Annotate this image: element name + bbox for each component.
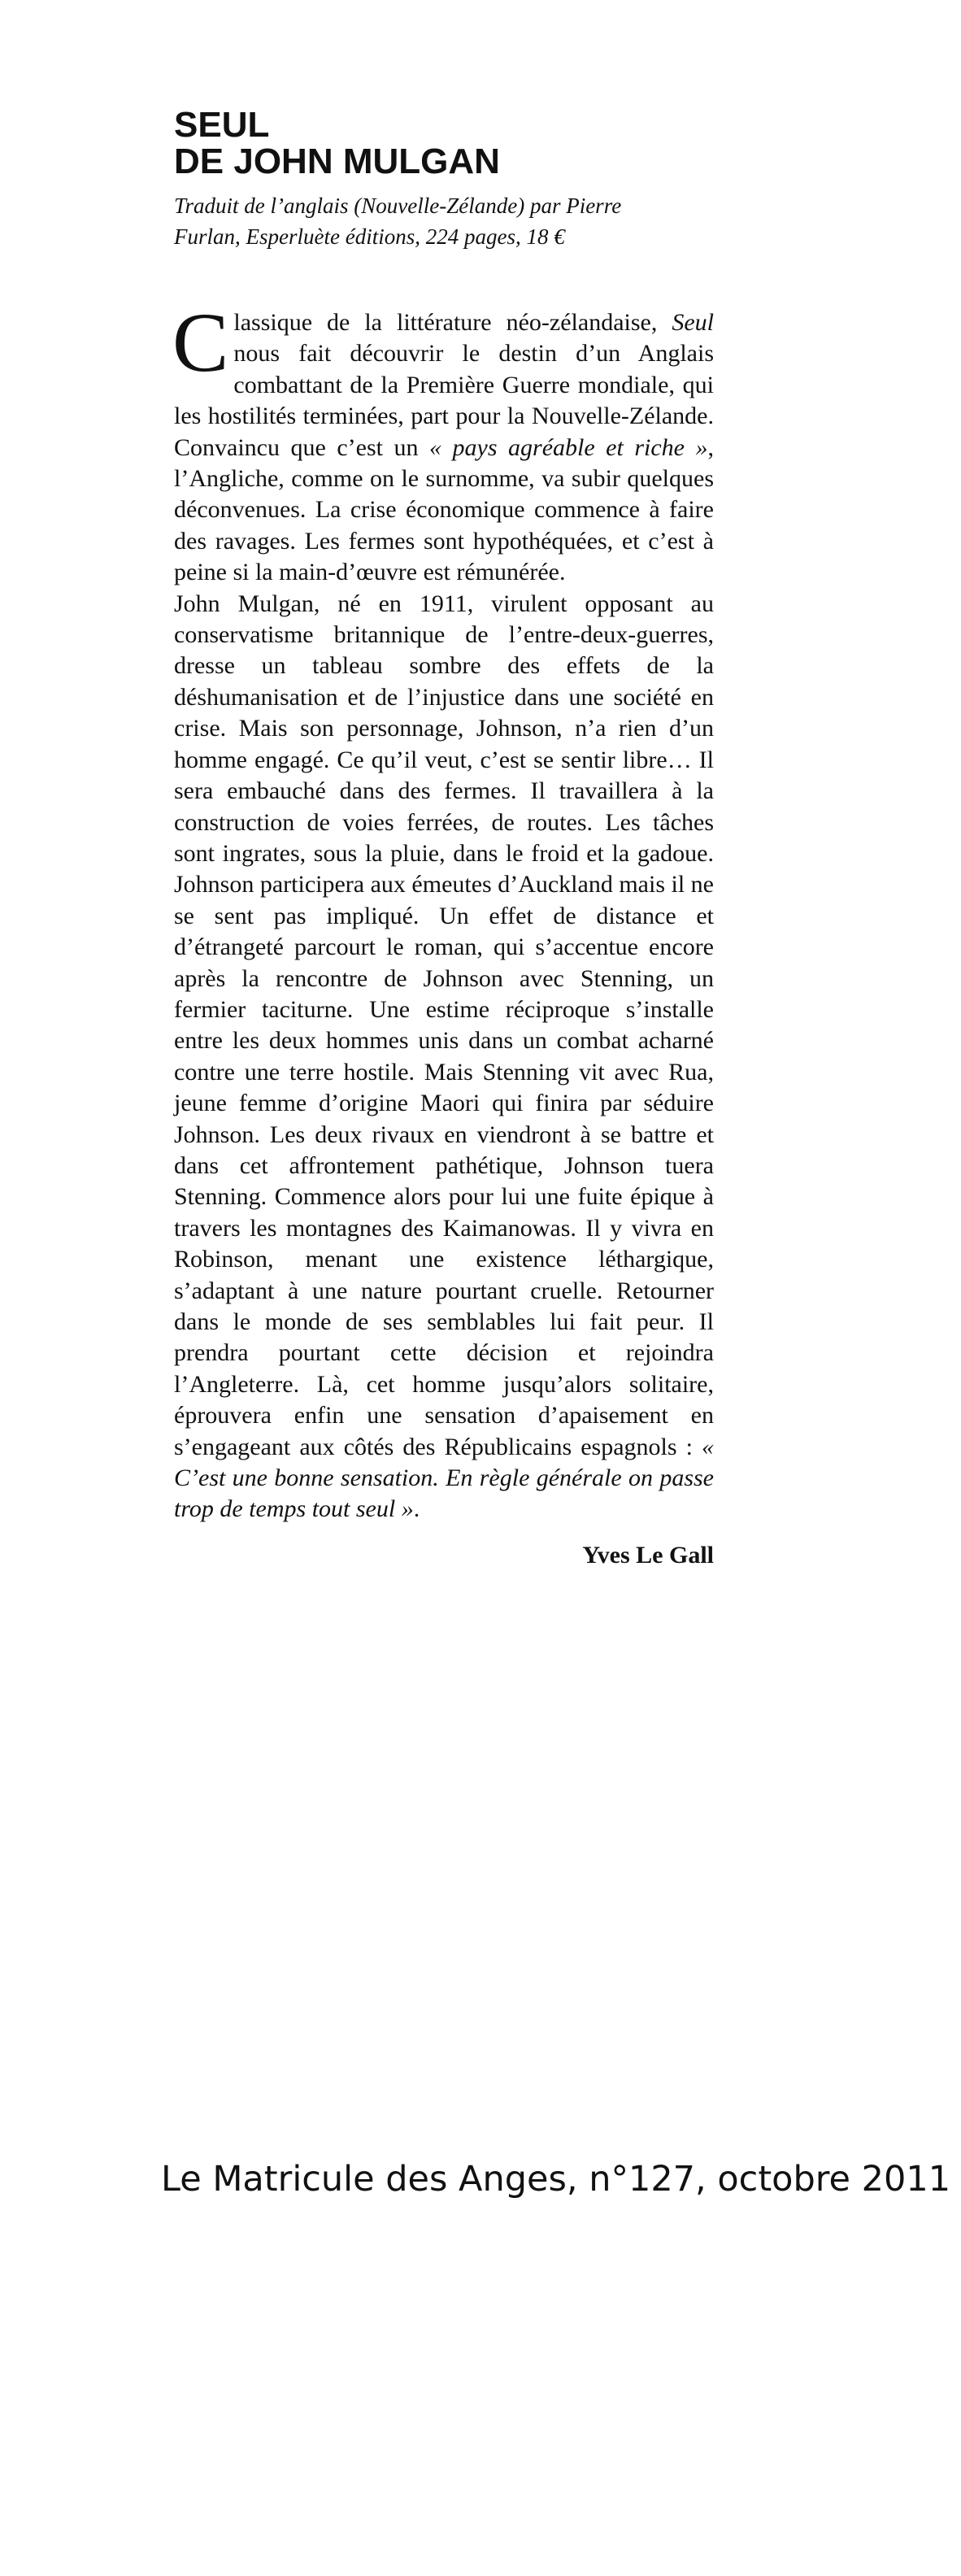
book-author-heading: DE JOHN MULGAN <box>174 141 500 181</box>
paragraph-1 <box>172 296 715 589</box>
closing-quote: « C’est une bonne sensation. En règle générale on passe trop de temps tout seul » <box>174 1433 714 1523</box>
source-citation: Le Matricule des Anges, n°127, octobre 2011 <box>161 2159 951 2200</box>
paragraph-1-text-a: lassique de la littérature néo-zélandaise, <box>233 309 672 336</box>
review-body <box>172 296 715 1525</box>
paragraph-1-text-c: , l’Angliche, comme on le surnomme, va subir quelques déconvenues. La crise économique commence à faire des ravages. Les fermes sont hypothéquées, et c’est à peine si la main-d’œuvre est rémunérée. <box>174 433 715 586</box>
paragraph-2-text: John Mulgan, né en 1911, virulent opposant au conservatisme britannique de l’entre-deux-guerres, dresse un tableau sombre des effets de la déshumanisation et de l’injustice dans une société en crise. Mais son personnage, Johnson, n’a rien d’un homme engagé. Ce qu’il veut, c’est se sentir libre… Il sera embauché dans des fermes. Il travaillera à la construction de voies ferrées, de routes. Les tâches sont ingrates, sous la pluie, dans le froid et la gadoue. Johnson participera aux émeutes d’Auckland mais il ne se sent pas impliqué. Un effet de distance et d’étrangeté parcourt le roman, qui s’accentue encore après la rencontre de Johnson avec Stenning, un fermier taciturne. Une estime réciproque s’installe entre les deux hommes unis dans un combat acharné contre une terre hostile. Mais Stenning vit avec Rua, jeune femme d’origine Maori qui finira par séduire Johnson. Les deux rivaux en viendront à se battre et dans cet affrontement pathétique, Johnson tuera Stenning. Commence alors pour lui une fuite épique à travers les montagnes des Kaimanowas. Il y vivra en Robinson, menant une existence léthargique, s’adaptant à une nature pourtant cruelle. Retourner dans le monde de ses semblables lui fait peur. Il prendra pourtant cette décision et rejoindra l’Angleterre. Là, cet homme jusqu’alors solitaire, éprouvera enfin une sensation d’apaisement en s’engageant aux côtés des Républicains espagnols : <box>174 590 714 1460</box>
book-title: SEUL <box>174 105 270 145</box>
publication-details-line-2: Furlan, Esperluète éditions, 224 pages, 18 € <box>174 224 565 249</box>
drop-cap: C <box>172 296 229 389</box>
review-author: Yves Le Gall <box>582 1541 714 1569</box>
paragraph-1-text-b: nous fait découvrir le destin d’un Anglais combattant de la Première Guerre mondiale, qui les hostilités terminées, part pour la Nouvelle-Zélande. Convaincu que c’est un <box>174 340 714 461</box>
review-article <box>174 107 714 1571</box>
book-title-inline: Seul <box>672 309 714 336</box>
paragraph-2 <box>174 589 714 1525</box>
quote-pays-agreable: « pays agréable et riche » <box>429 433 708 461</box>
publication-details <box>174 190 714 252</box>
publication-details-line-1: Traduit de l’anglais (Nouvelle-Zélande) par Pierre <box>174 194 622 218</box>
paragraph-2-end: . <box>413 1495 420 1523</box>
